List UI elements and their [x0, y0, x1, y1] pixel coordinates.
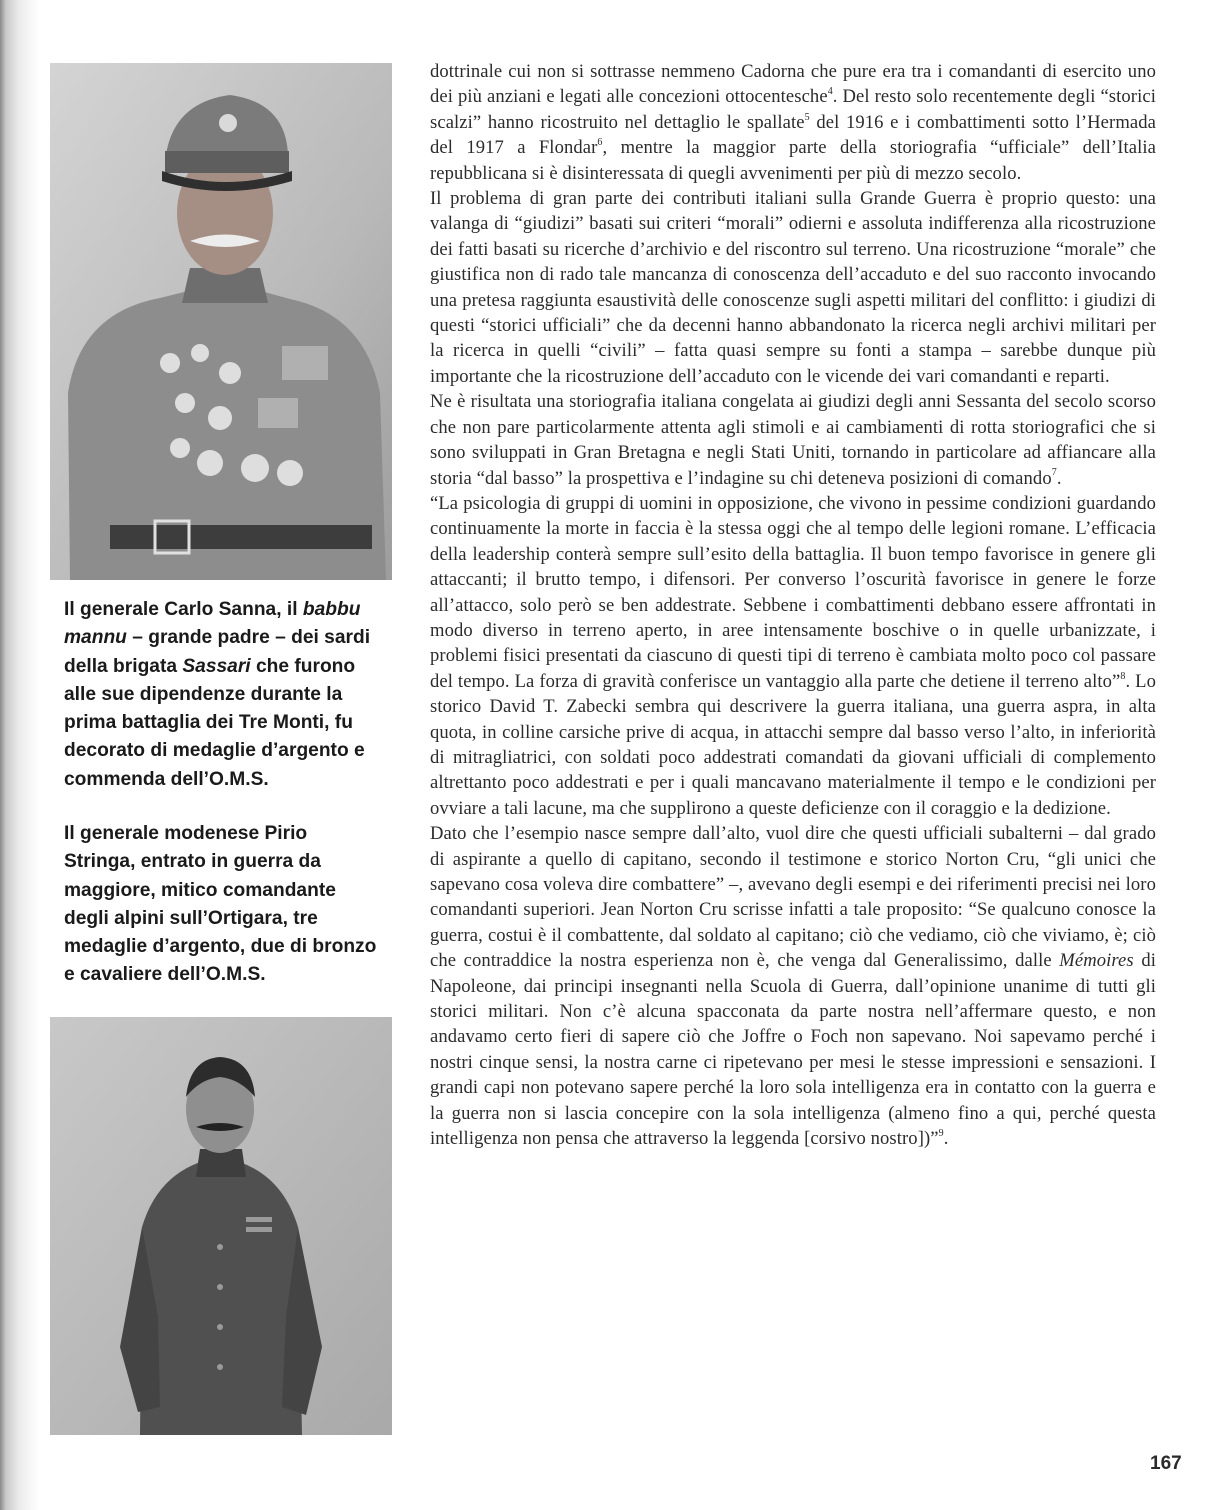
caption-italic-text: Sassari — [182, 655, 251, 677]
footnote-ref: 7 — [1051, 467, 1057, 479]
caption-text: – grande padre – dei sardi della brigata — [64, 627, 371, 677]
caption-text: Il generale Carlo Sanna, il — [64, 599, 303, 620]
portrait-photo-icon — [50, 1017, 392, 1435]
paragraph-text: . Lo storico David T. Zabecki sembra qui descrivere la guerra italiana, una guerra aspra, in alta quota, in colline carsiche prive di acqua, in attacchi sempre dal basso verso l’alto, in inferiorità di mitragliatrici, con soldati poco addestrati comandati da giovani ufficiali di complemento altrettanto poco addestrati e per i quali mancavano materialmente il tempo e le condizioni per ovviare a tali lacune, ma che supplirono a queste deficienze con il coraggio e la dedizione. — [430, 670, 1156, 819]
paragraph-text: , mentre la maggior parte della storiografia “ufficiale” dell’Italia repubblicana si è disinteressata di quegli avvenimenti per più di mezzo secolo. — [430, 137, 1156, 184]
paragraph-text: . — [943, 1128, 949, 1150]
portrait-photo-icon — [50, 63, 392, 580]
paragraph-text: “La psicologia di gruppi di uomini in opposizione, che vivono in pessime condizioni guardando continuamente la morte in faccia è la stessa oggi che al tempo delle legioni romane. L’efficacia della leadership conterà sempre sull’esito della battaglia. Il buon tempo favorisce in genere gli attaccanti; il brutto tempo, i difensori. Per converso l’oscurità favorisce in genere le forze all’attacco, solo però se ben addestrate. Sebbene i combattimenti debbano essere affrontati in modo diverso in terreno aperto, in aree intensamente boschive o in quelle urbanizzate, i problemi fisici presentati da ciascuno di questi tipi di terreno è cambiata molto poco col passare del tempo. La forza di gravità conferisce un vantaggio alla parte che detiene il terreno alto” — [430, 492, 1156, 692]
photo-caption-pirio-stringa: Il generale modenese Pirio Stringa, entrato in guerra da maggiore, mitico comandante degli alpini sull’Ortigara, tre medaglie d’argento, due di bronzo e cavaliere dell’O.M.S. — [64, 823, 377, 986]
paragraph-text: . — [1056, 467, 1062, 489]
photo-caption-carlo-sanna — [64, 596, 382, 794]
paragraph-text: . Del resto solo recentemente degli “storici scalzi” hanno ricostruito nel dettaglio le spallate — [430, 86, 1156, 133]
paragraph: Il problema di gran parte dei contributi italiani sulla Grande Guerra è proprio questo: una valanga di “giudizi” basati sui criteri “morali” odierni e assoluta indifferenza alla ricostruzione dei fatti basati su ricerche d’archivio e del riscontro sul terreno. Una ricostruzione “morale” che giustifica non di rado tale mancanza di conoscenza dell’accaduto e del suo racconto invocando una pretesa raggiunta esaustività delle conoscenze sugli aspetti militari del conflitto: i giudizi di questi “storici ufficiali” che da decenni hanno abbandonato la ricerca negli archivi militari per la ricerca in quelli “civili” – fatta quasi sempre su fonti a stampa – sarebbe dunque più importante che la ricostruzione dell’accaduto con le vicende dei vari comandanti e reparti. — [430, 188, 1156, 387]
caption-italic-text: babbu mannu — [64, 599, 361, 649]
paragraph — [430, 59, 1156, 186]
paragraph-text: Dato che l’esempio nasce sempre dall’alto, vuol dire che questi ufficiali subalterni – dal grado di aspirante a quello di capitano, secondo il testimone e storico Norton Cru, “gli unici che sapevano cosa voleva dire combattere” –, avevano degli esempi e dei riferimenti precisi nei loro comandanti superiori. Jean Norton Cru scrisse infatti a tale proposito: “Se qualcuno conosce la guerra, costui è il combattente, dal soldato al capitano; ciò che vediamo, ciò che viviamo, è; ciò che contraddice la nostra esperienza non è, che venga dal Generalissimo, dalle — [430, 823, 1156, 972]
footnote-ref: 9 — [938, 1127, 944, 1139]
book-spine-shadow — [0, 0, 40, 1510]
footnote-ref: 6 — [597, 137, 603, 149]
paragraph-text: dottrinale cui non si sottrasse nemmeno Cadorna che pure era tra i comandanti di esercito uno dei più anziani e legati alle concezioni ottocentesche — [430, 61, 1156, 108]
italic-title: Mémoires — [1059, 950, 1134, 972]
page-number: 167 — [1150, 1453, 1182, 1474]
footnote-ref: 5 — [804, 111, 810, 123]
footnote-ref: 4 — [827, 86, 833, 98]
article-body — [430, 59, 1156, 1151]
paragraph — [430, 491, 1156, 821]
footnote-ref: 8 — [1120, 670, 1126, 682]
paragraph — [430, 821, 1156, 1151]
caption-text: che furono alle sue dipendenze durante la prima battaglia dei Tre Monti, fu decorato di medaglie d’argento e commenda dell’O.M.S. — [64, 655, 365, 790]
paragraph-text: del 1916 e i combattimenti sotto l’Hermada del 1917 a Flondar — [430, 111, 1156, 159]
photo-general-carlo-sanna — [50, 63, 392, 580]
paragraph-text: di Napoleone, dai principi insegnanti nella Scuola di Guerra, dall’opinione unanime di tutti gli storici militari. Non c’è alcuna spacconata da parte nostra nell’affermare questo, e non andavamo certo fieri di sapere ciò che Joffre o Foch non sapevano. Noi sapevamo perché i nostri cinque sensi, la nostra carne ci ripetevano per mesi le stesse impressioni e sensazioni. I grandi capi non potevano sapere perché la loro sola intelligenza era in contatto con la guerra e la guerra non si lascia concepire con la sola intelligenza (almeno fino a qui, perché questa intelligenza non pensa che attraverso la leggenda [corsivo nostro])” — [430, 950, 1156, 1150]
photo-general-pirio-stringa — [50, 1017, 392, 1435]
paragraph-text: Ne è risultata una storiografia italiana congelata ai giudizi degli anni Sessanta del secolo scorso che non pare particolarmente attenta agli stimoli e ai cambiamenti di rotta storiografici che si sono sviluppati in Gran Bretagna e negli Stati Uniti, tornando in particolare ad affiancare alla storia “dal basso” la prospettiva e l’indagine su chi deteneva posizioni di comando — [430, 391, 1156, 489]
paragraph — [430, 389, 1156, 491]
